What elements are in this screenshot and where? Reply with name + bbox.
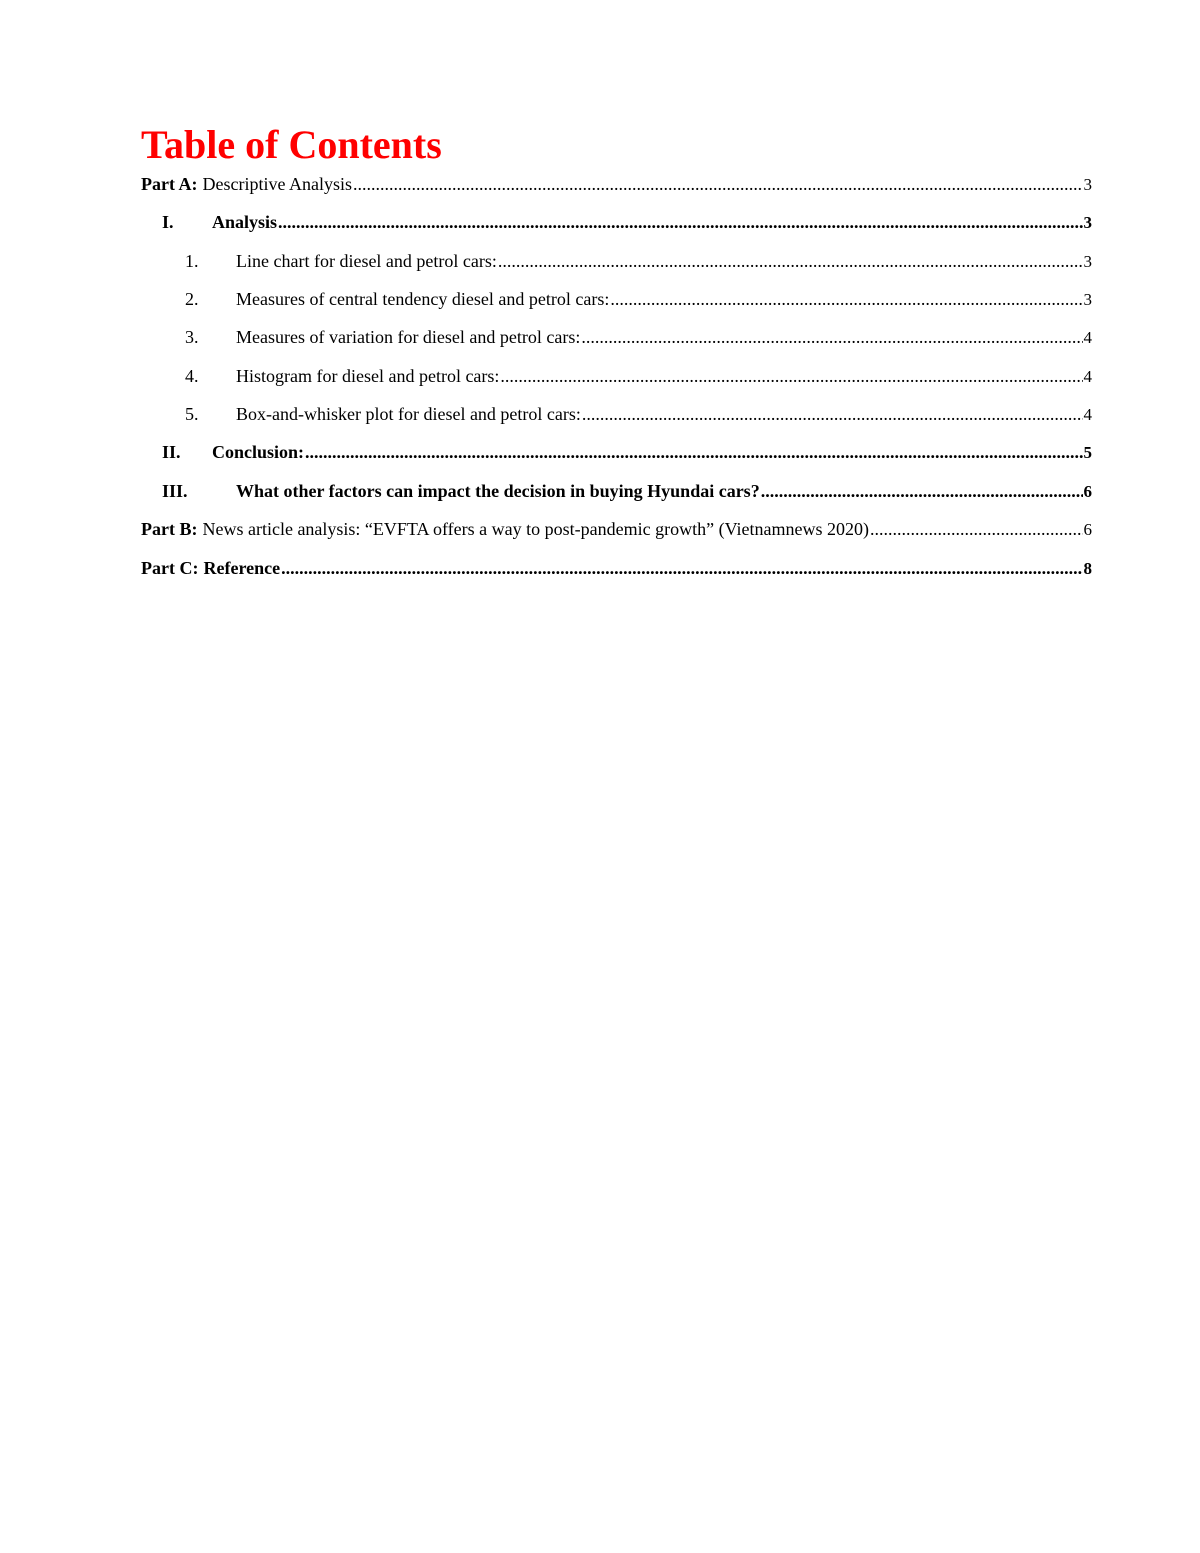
toc-entry-text: Measures of variation for diesel and petrol cars:: [236, 327, 581, 347]
toc-page-number: 3: [1083, 290, 1092, 309]
toc-dot-leader: [610, 287, 1082, 311]
toc-page-number: 4: [1083, 367, 1092, 386]
toc-entry-variation[interactable]: [185, 325, 1092, 349]
toc-entry-prefix: Part A:: [141, 174, 198, 194]
toc-entry-part-b[interactable]: [141, 517, 1092, 541]
toc-entry-number: 1.: [185, 251, 199, 271]
toc-entry-text: Measures of central tendency diesel and petrol cars:: [236, 289, 610, 309]
toc-entry-number: 3.: [185, 327, 199, 347]
toc-entry-text: What other factors can impact the decision in buying Hyundai cars?: [236, 481, 760, 501]
toc-dot-leader: [870, 517, 1083, 541]
toc-entry-text: Reference: [203, 558, 281, 578]
toc-entry-text: Analysis: [212, 212, 278, 232]
toc-entry-box-plot[interactable]: [185, 402, 1092, 426]
toc-entry-text: News article analysis: “EVFTA offers a way to post-pandemic growth” (Vietnamnews 2020): [202, 519, 869, 539]
toc-dot-leader: [281, 556, 1082, 580]
toc-dot-leader: [581, 325, 1082, 349]
toc-title: Table of Contents: [141, 122, 442, 167]
toc-page-number: 3: [1083, 175, 1092, 194]
toc-dot-leader: [498, 249, 1083, 273]
toc-entry-central-tendency[interactable]: [185, 287, 1092, 311]
toc-entry-text: Box-and-whisker plot for diesel and petrol cars:: [236, 404, 581, 424]
toc-entry-number: II.: [162, 442, 181, 462]
toc-dot-leader: [761, 479, 1083, 503]
toc-page-number: 4: [1083, 405, 1092, 424]
toc-page-number: 6: [1083, 520, 1092, 539]
toc-entry-number: III.: [162, 481, 188, 501]
toc-page-number: 3: [1083, 252, 1092, 271]
toc-entry-text: Conclusion:: [212, 442, 305, 462]
toc-entry-histogram[interactable]: [185, 364, 1092, 388]
toc-entry-text: Line chart for diesel and petrol cars:: [236, 251, 497, 271]
toc-dot-leader: [500, 364, 1082, 388]
toc-entry-text: Descriptive Analysis: [202, 174, 352, 194]
toc-entry-prefix: Part B:: [141, 519, 198, 539]
toc-entry-number: 2.: [185, 289, 199, 309]
toc-entry-conclusion[interactable]: [162, 440, 1092, 464]
toc-entry-text: Histogram for diesel and petrol cars:: [236, 366, 500, 386]
toc-entry-part-a[interactable]: [141, 172, 1092, 196]
toc-entry-part-c[interactable]: [141, 556, 1092, 580]
toc-page-number: 5: [1083, 443, 1092, 462]
toc-entry-line-chart[interactable]: [185, 249, 1092, 273]
toc-entry-number: 5.: [185, 404, 199, 424]
toc-dot-leader: [305, 440, 1082, 464]
toc-page-number: 4: [1083, 328, 1092, 347]
toc-page-number: 3: [1083, 213, 1092, 232]
toc-entry-analysis[interactable]: [162, 210, 1092, 234]
toc-dot-leader: [582, 402, 1083, 426]
toc-entry-prefix: Part C:: [141, 558, 199, 578]
toc-dot-leader: [353, 172, 1083, 196]
toc-page-number: 6: [1083, 482, 1092, 501]
toc-page-number: 8: [1083, 559, 1092, 578]
toc-entry-number: I.: [162, 212, 174, 232]
toc-entry-number: 4.: [185, 366, 199, 386]
toc-dot-leader: [278, 210, 1082, 234]
toc-entry-other-factors[interactable]: [162, 479, 1092, 503]
